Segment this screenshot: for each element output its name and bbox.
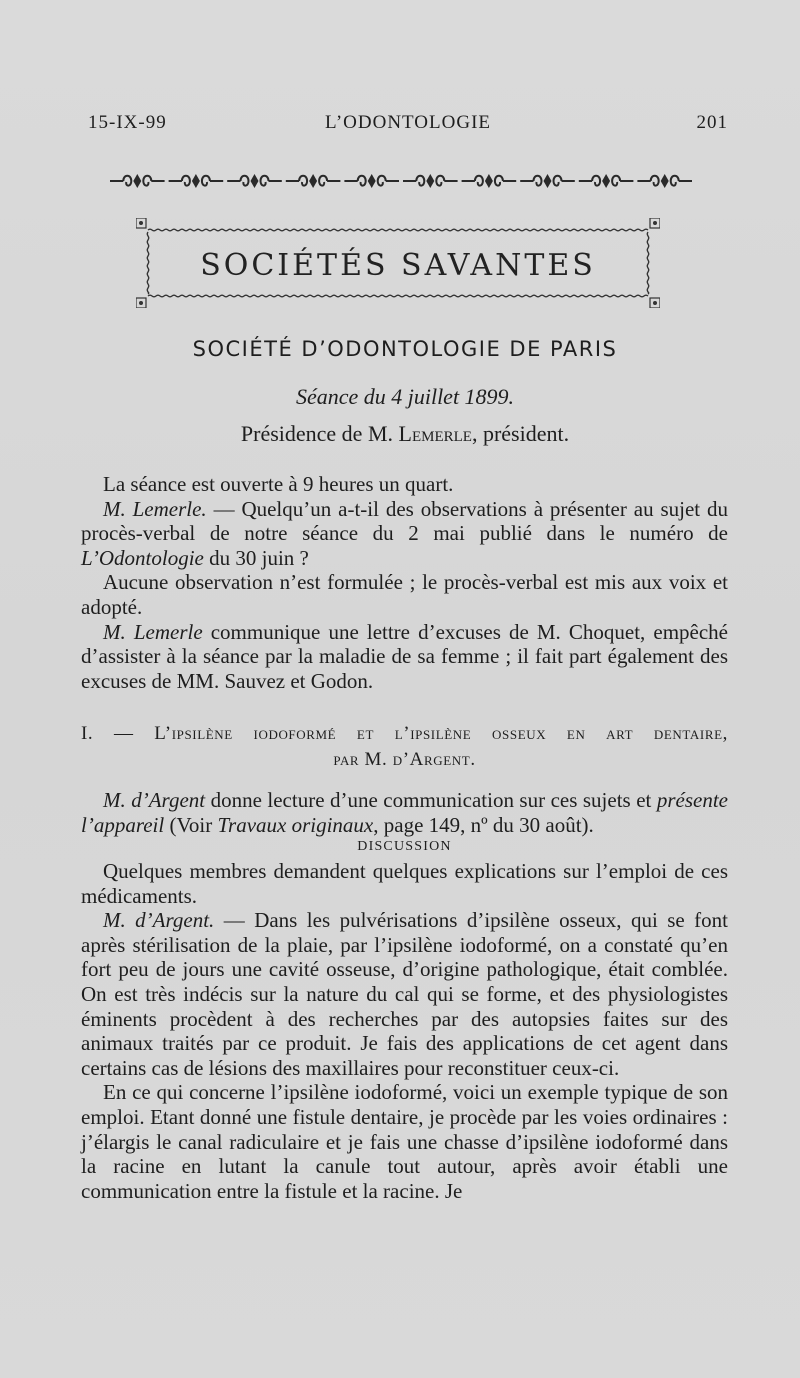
running-head-date: 15-IX-99 xyxy=(88,112,167,133)
presidence-line xyxy=(60,421,750,447)
ornament-scroll-icon xyxy=(227,174,282,188)
speaker: M. Lemerle. xyxy=(103,496,207,521)
presidence-suffix: , président. xyxy=(471,421,570,446)
paragraph xyxy=(81,497,728,571)
ornament-scroll-icon xyxy=(462,174,517,188)
paragraph-text: — Quelqu’un a-t-il des observations à présenter au sujet du procès-verbal de notre séance du 2 mai publié dans le numéro de xyxy=(81,496,728,546)
presidence-prefix: Présidence de M. xyxy=(240,421,399,446)
paragraph-text: (Voir xyxy=(164,812,218,837)
seance-date: Séance du 4 juillet 1899. xyxy=(295,384,515,409)
frame-bottom-wave xyxy=(148,295,648,297)
discussion-heading: DISCUSSION xyxy=(357,839,452,854)
italic-text: Travaux originaux xyxy=(217,812,374,837)
paragraph: La séance est ouverte à 9 heures un quart. xyxy=(103,472,454,496)
society-heading: SOCIÉTÉ D’ODONTOLOGIE DE PARIS xyxy=(192,337,618,361)
paragraph: En ce qui concerne l’ipsilène iodoformé, voici un exemple typique de son emploi. Etant donné une fistule dentaire, je procède par les voies ordinaires : j’élargis le canal radiculaire et je fais une chasse d’ipsilène iodoformé dans la racine en lutant la canule tout autour, après avoir établi une communication entre la fistule et la racine. Je xyxy=(81,1080,728,1203)
speaker: M. d’Argent. xyxy=(103,908,215,933)
ornament-scroll-icon xyxy=(403,174,458,188)
paragraph xyxy=(81,908,728,1080)
paragraph: Aucune observation n’est formulée ; le procès-verbal est mis aux voix et adopté. xyxy=(81,570,728,619)
paragraph-text: , page 149, nº du 30 août). xyxy=(373,812,594,837)
frame-top-wave xyxy=(148,229,648,231)
ornament-scroll-icon xyxy=(169,174,224,188)
opening-paragraphs xyxy=(81,472,728,693)
communication-paragraph xyxy=(81,788,728,837)
discussion-paragraphs xyxy=(81,859,728,1203)
paragraph-text: — Dans les pulvérisations d’ipsilène osseux, qui se font après stérilisation de la plaie, par l’ipsilène iodoformé, on a constaté qu’en fort peu de jours une cavité osseuse, d’origine pathologique, était comblée. On est très indécis sur la nature du cal qui se forme, et des physiologistes éminents procèdent à des recherches par des autopsies faites sur des animaux traités par ce produit. Je fais des applications de cet agent dans certains cas de lésions des maxillaires pour reconstituer ceux-ci. xyxy=(81,908,728,1080)
ornament-scroll-icon xyxy=(344,174,399,188)
section-title: SOCIÉTÉS SAVANTES xyxy=(200,248,596,283)
paragraph-text: du 30 juin ? xyxy=(203,545,309,570)
president-name: Lemerle xyxy=(398,421,472,446)
ornament-scroll-icon xyxy=(286,174,341,188)
paragraph-text: donne lecture d’une communication sur ces sujets et xyxy=(205,788,657,812)
section-heading-line2: par M. d’Argent. xyxy=(333,749,476,770)
ornament-scroll-icon xyxy=(110,174,165,188)
running-head-journal: L’ODONTOLOGIE xyxy=(324,112,492,133)
paragraph: Quelques membres demandent quelques explications sur l’emploi de ces médicaments. xyxy=(81,859,728,908)
ornament-scroll-icon xyxy=(579,174,634,188)
ornament-scroll-icon xyxy=(637,174,692,188)
speaker: M. d’Argent xyxy=(103,788,206,812)
paragraph xyxy=(81,620,728,694)
page-number: 201 xyxy=(696,112,728,133)
running-head xyxy=(88,112,728,142)
ornament-scroll-icon xyxy=(520,174,575,188)
paragraph-text: communique une lettre d’excuses de M. Choquet, empêché d’assister à la séance par la maladie de sa femme ; il fait part également des excuses de MM. Sauvez et Godon. xyxy=(81,619,728,693)
ornament-divider xyxy=(108,170,694,192)
italic-text: présente l’appareil xyxy=(81,788,728,837)
section-heading-line1: I. — L’ipsilène iodoformé et l’ipsilène osseux en art dentaire, xyxy=(81,723,728,744)
speaker: M. Lemerle xyxy=(103,619,203,644)
journal-title: L’Odontologie xyxy=(81,545,204,570)
paragraph xyxy=(81,788,728,837)
section-heading xyxy=(81,721,728,773)
